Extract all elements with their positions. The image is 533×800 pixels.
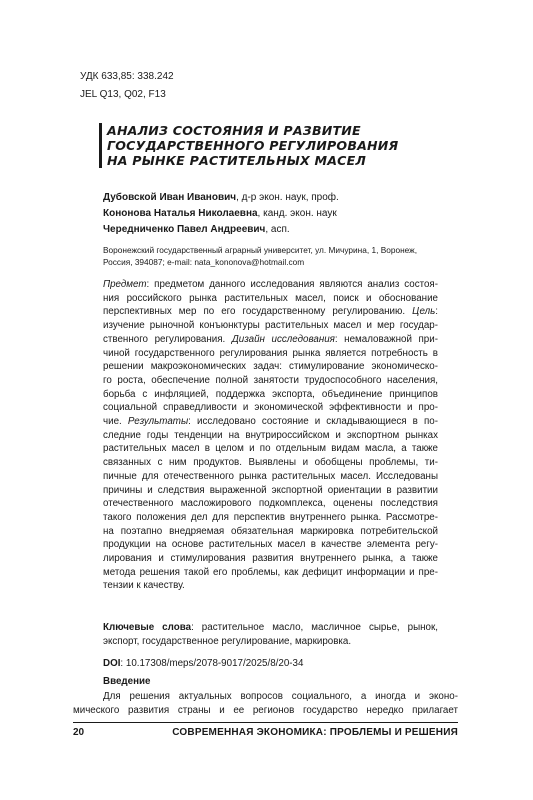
abstract-line: [103, 292, 438, 306]
abstract-text: на поэтапно внедряемая обязательная маркировка потребительской: [103, 525, 438, 537]
author-name: Чередниченко Павел Андреевич: [103, 224, 266, 235]
abstract-line: [103, 319, 438, 333]
title-line: ГОСУДАРСТВЕННОГО РЕГУЛИРОВАНИЯ: [107, 138, 399, 153]
abstract: [103, 278, 438, 593]
doi: [103, 657, 303, 670]
abstract-text: такого положения дел для перспектив внутреннего рынка. Рассмотре-: [103, 511, 438, 523]
abstract-section-label: Предмет: [103, 279, 147, 290]
footer-divider: [73, 722, 458, 723]
jel-code: JEL Q13, Q02, F13: [80, 89, 166, 100]
abstract-line: [103, 470, 438, 484]
abstract-line: [103, 511, 438, 525]
author-line: [103, 207, 337, 220]
article-title: [99, 123, 447, 168]
author-degree: , асп.: [265, 224, 290, 235]
section-heading: Введение: [103, 676, 151, 687]
abstract-line: [103, 360, 438, 374]
abstract-line: [103, 305, 438, 319]
abstract-text: продукции на основе растительных масел в качестве элемента регу-: [103, 539, 438, 551]
affiliation-line: Воронежский государственный аграрный университет, ул. Мичурина, 1, Воронеж,: [103, 245, 418, 255]
abstract-text: : исследовано состояние и складывающиеся в по-: [188, 416, 438, 428]
abstract-text: чие.: [103, 416, 128, 428]
abstract-line: [103, 497, 438, 511]
abstract-line: [103, 374, 438, 388]
author-name: Дубовской Иван Иванович: [103, 192, 237, 203]
page-number: 20: [73, 727, 85, 738]
abstract-text: растительных масел в целом и по отдельным видам масла, а также: [103, 443, 438, 455]
abstract-text: причины и следствия выраженной экспортной ориентации в развитии: [103, 484, 438, 496]
intro-paragraph: [73, 690, 458, 717]
abstract-text: ственного регулирования.: [103, 333, 232, 345]
abstract-text: решении макроэкономических задач: стимулирование экономическо-: [103, 361, 438, 373]
keywords-label: Ключевые слова: [103, 622, 192, 633]
doi-label: DOI: [103, 658, 121, 669]
abstract-text: изучение рыночной конъюнктуры растительных масел и мер государ-: [103, 320, 438, 332]
abstract-line: [103, 538, 438, 552]
abstract-line: [103, 401, 438, 415]
abstract-line: [103, 456, 438, 470]
abstract-text: :: [435, 306, 438, 318]
affiliation-line: Россия, 394087; e-mail: nata_kononova@hotmail.com: [103, 256, 305, 267]
author-degree: , д-р экон. наук, проф.: [236, 192, 339, 203]
abstract-text: лирования и стимулирования развития внутреннего рынка, а также: [103, 553, 438, 565]
abstract-text: метода решения такой его проблемы, как дефицит информации и пре-: [103, 566, 438, 578]
abstract-line: [103, 347, 438, 361]
author-line: [103, 223, 290, 236]
keywords: [103, 621, 438, 648]
abstract-line: [103, 579, 438, 593]
abstract-text: пичные для отечественного рынка растительных масел. Исследованы: [103, 470, 438, 482]
abstract-section-label: Цель: [412, 306, 436, 318]
abstract-text: связанных с ним продуктов. Выявлены и обобщены проблемы, ти-: [103, 457, 438, 469]
title-line: НА РЫНКЕ РАСТИТЕЛЬНЫХ МАСЕЛ: [107, 153, 367, 168]
author-line: [103, 191, 339, 204]
title-line: АНАЛИЗ СОСТОЯНИЯ И РАЗВИТИЕ: [107, 123, 361, 138]
abstract-line: [103, 278, 438, 292]
abstract-line: [103, 484, 438, 498]
abstract-text: чиной государственного регулирования рынка является потребность в: [103, 347, 438, 359]
abstract-text: следние годы тенденции на внутрироссийском и экспортном рынках: [103, 429, 438, 441]
abstract-line: [103, 442, 438, 456]
intro-line: Для решения актуальных вопросов социального, а иногда и эконо-: [103, 691, 458, 702]
abstract-line: [103, 566, 438, 580]
keywords-line: экспорт, государственное регулирование, маркировка.: [103, 635, 352, 647]
author-degree: , канд. экон. наук: [257, 208, 337, 219]
abstract-text: : немаловажной при-: [334, 333, 438, 345]
abstract-line: [103, 525, 438, 539]
journal-title: СОВРЕМЕННАЯ ЭКОНОМИКА: ПРОБЛЕМЫ И РЕШЕНИЯ: [172, 727, 458, 738]
intro-line: мического развития страны и ее регионов государство нередко прилагает: [73, 704, 458, 716]
abstract-line: [103, 552, 438, 566]
abstract-line: [103, 429, 438, 443]
abstract-section-label: Результаты: [127, 416, 189, 428]
abstract-text: ния российского рынка растительных масел, поиск и обоснование: [103, 292, 438, 304]
abstract-text: го роста, обеспечение полной занятости трудоспособного населения,: [103, 374, 438, 386]
abstract-text: социальной справедливости и экономической эффективности и про-: [103, 402, 438, 414]
keywords-line: [103, 621, 438, 635]
abstract-line: [103, 415, 438, 429]
author-name: Кононова Наталья Николаевна: [103, 208, 258, 219]
keywords-text: : растительное масло, масличное сырье, рынок,: [191, 622, 439, 633]
abstract-text: перспективных мер по его государственному регулированию.: [103, 306, 413, 318]
abstract-section-label: Дизайн исследования: [231, 333, 335, 345]
abstract-line: [103, 333, 438, 347]
affiliation: [103, 245, 443, 268]
udk-code: УДК 633,85: 338.242: [80, 71, 174, 82]
abstract-text: тензии к качеству.: [103, 580, 185, 592]
abstract-text: : предметом данного исследования являются анализ состоя-: [146, 279, 438, 290]
abstract-text: борьба с инфляцией, поддержка экспорта, объединение принципов: [103, 388, 438, 400]
doi-value: : 10.17308/meps/2078-9017/2025/8/20-34: [120, 658, 304, 669]
abstract-text: отечественного масложирового подкомплекса, оценены последствия: [103, 498, 438, 510]
abstract-line: [103, 388, 438, 402]
